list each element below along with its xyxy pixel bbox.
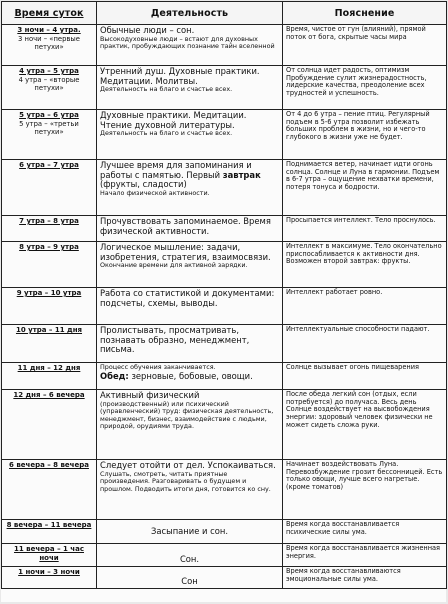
activity-cell (97, 544, 283, 567)
activity-main (100, 161, 279, 190)
note-cell: Время когда восстанавливаются эмоциональные силы ума. (283, 567, 447, 589)
time-cell (2, 66, 97, 110)
activity-main: Прочувствовать запоминаемое. Время физической активности. (100, 216, 271, 236)
time-range: 3 ночи – 4 утра. (17, 26, 81, 34)
activity-detail: Слушать, смотреть, читать приятные произведения. Разговаривать о будущем и прошлом. Подводить итоги дня, готовится ко сну. (100, 469, 271, 493)
note-cell: После обеда легкий сон (отдых, если потребуется) до получаса. Весь день Солнце воздействует на высвобождения энергии: здоровый человек физически не может сидеть сложа руки. (283, 390, 447, 460)
lunch-label: Обед: (100, 370, 129, 381)
time-cell (2, 160, 97, 216)
activity-main: Работа со статистикой и документами: подсчеты, схемы, выводы. (100, 288, 275, 308)
note-cell: Просыпается интеллект. Тело проснулось. (283, 216, 447, 242)
activity-detail: Высокодуховные люди – встают для духовных практик, пробуждающих познание тайн вселенной (100, 34, 275, 51)
header-note: Пояснение (283, 2, 447, 25)
note-cell: Поднимается ветер, начинает идти огонь солнца. Солнце и Луна в гармонии. Подъем в 6-7 утра – ощущение нехватки времени, потеря тонуса и бодрости. (283, 160, 447, 216)
time-range: 9 утра – 10 утра (16, 289, 82, 297)
activity-cell (97, 242, 283, 288)
activity-cell (97, 288, 283, 325)
time-range: 8 вечера – 11 вечера (6, 521, 92, 529)
table-row (2, 390, 447, 460)
time-cell (2, 363, 97, 390)
table-row (2, 567, 447, 589)
table-row (2, 66, 447, 110)
time-cell (2, 288, 97, 325)
activity-main-text: Лучшее время для запоминания и работы с памятью. Первый (100, 160, 252, 180)
time-range: 4 утра – 5 утра (19, 67, 79, 75)
activity-main: Логическое мышление: задачи, изобретения, стратегия, взаимосвязи. (100, 242, 271, 262)
time-range: 6 вечера – 8 вечера (9, 461, 89, 469)
activity-cell (97, 66, 283, 110)
activity-cell (97, 390, 283, 460)
table-row (2, 325, 447, 363)
time-note: 4 утра – «вторые петухи» (18, 75, 80, 92)
activity-detail: Деятельность на благо и счастье всех. (100, 85, 233, 94)
time-range: 1 ночи – 3 ночи (18, 568, 80, 576)
note-cell: Время когда восстанавливается психические силы ума. (283, 520, 447, 544)
table-row (2, 160, 447, 216)
activity-main: Духовные практики. Медитации. Чтение духовной литературы. (100, 110, 247, 130)
activity-cell (97, 25, 283, 66)
activity-main (100, 372, 279, 382)
note-cell: От 4 до 6 утра – пение птиц. Регулярный подъем в 5-6 утра позволит избежать больших проблем в жизни, но и чего-то глубокого в жизни уже не будет. (283, 110, 447, 160)
activity-cell (97, 363, 283, 390)
time-note: 5 утра – «третьи петухи» (19, 119, 79, 136)
activity-main: Пролистывать, просматривать, познавать образно, менеджмент, письма. (100, 325, 250, 355)
table-row (2, 363, 447, 390)
time-cell (2, 242, 97, 288)
activity-main: Утренний душ. Духовные практики. Медитации. Молитвы. (100, 66, 260, 86)
table-row (2, 288, 447, 325)
time-range: 11 дня – 12 дня (17, 364, 81, 372)
time-cell (2, 460, 97, 520)
activity-detail: Процесс обучения заканчивается. (100, 363, 216, 371)
activity-main-after: (фрукты, сладости) (100, 179, 187, 190)
header-activity: Деятельность (97, 2, 283, 25)
note-cell: Интеллект работает ровно. (283, 288, 447, 325)
time-cell (2, 544, 97, 567)
activity-detail: Деятельность на благо и счастье всех. (100, 129, 233, 138)
note-cell: Интеллект в максимуме. Тело окончательно приспосабливается к активности дня. Возможен второй завтрак: фрукты. (283, 242, 447, 288)
activity-main: Сон (181, 576, 198, 587)
table-row (2, 544, 447, 567)
activity-main: Сон. (179, 554, 200, 565)
time-cell (2, 25, 97, 66)
activity-cell (97, 216, 283, 242)
note-cell: Интеллектуальные способности падают. (283, 325, 447, 363)
activity-detail: Начало физической активности. (100, 188, 210, 197)
time-range: 10 утра – 11 дня (15, 326, 83, 334)
breakfast-label: завтрак (222, 169, 261, 180)
time-cell (2, 110, 97, 160)
activity-cell (97, 567, 283, 589)
schedule-sheet (1, 1, 446, 602)
note-cell: Время, чистое от гун (влияний), прямой поток от бога, скрытые часы мира (283, 25, 447, 66)
header-time: Время суток (2, 2, 97, 25)
activity-cell (97, 160, 283, 216)
activity-detail: (производственный) или психический (управленческий) труд: физическая деятельность, менеджмент, бизнес, взаимодействие с людьми, природой, орудиями труда. (100, 399, 274, 431)
activity-main: Засыпание и сон. (150, 525, 229, 536)
time-range: 7 утра – 8 утра (19, 217, 79, 225)
activity-main-after: зерновые, бобовые, овощи. (131, 370, 253, 381)
time-cell (2, 216, 97, 242)
activity-cell (97, 325, 283, 363)
time-cell (2, 325, 97, 363)
time-range: 6 утра – 7 утра (19, 161, 79, 169)
time-note: 3 ночи – «первые петухи» (18, 34, 80, 51)
activity-main: Обычные люди – сон. (100, 25, 195, 35)
table-row (2, 216, 447, 242)
time-range: 11 вечера – 1 час ночи (13, 545, 84, 562)
note-cell: Время когда восстанавливается жизненная энергия. (283, 544, 447, 567)
time-cell (2, 390, 97, 460)
activity-detail: Окончание времени для активной зарядки. (100, 261, 248, 270)
time-range: 8 утра – 9 утра (19, 243, 79, 251)
note-cell: Начинает воздействовать Луна. Перевозбуждение грозит бессонницей. Есть только овощи, лучше всего нагретые. (кроме томатов) (283, 460, 447, 520)
activity-main: Активный физический (100, 390, 200, 400)
time-range: 12 дня – 6 вечера (13, 391, 85, 399)
time-cell (2, 520, 97, 544)
time-range: 5 утра – 6 утра (19, 111, 79, 119)
note-cell: Солнце вызывает огонь пищеварения (283, 363, 447, 390)
activity-cell (97, 110, 283, 160)
activity-cell (97, 520, 283, 544)
activity-cell (97, 460, 283, 520)
table-row (2, 520, 447, 544)
time-cell (2, 567, 97, 589)
daily-routine-table (1, 1, 447, 589)
activity-main: Следует отойти от дел. Успокаиваться. (100, 460, 276, 470)
table-row (2, 460, 447, 520)
table-row (2, 110, 447, 160)
table-row (2, 25, 447, 66)
header-row (2, 2, 447, 25)
table-row (2, 242, 447, 288)
note-cell: От солнца идет радость, оптимизм Пробуждение сулит жизнерадостность, лидерские качества, преодоление всех трудностей и успешность. (283, 66, 447, 110)
